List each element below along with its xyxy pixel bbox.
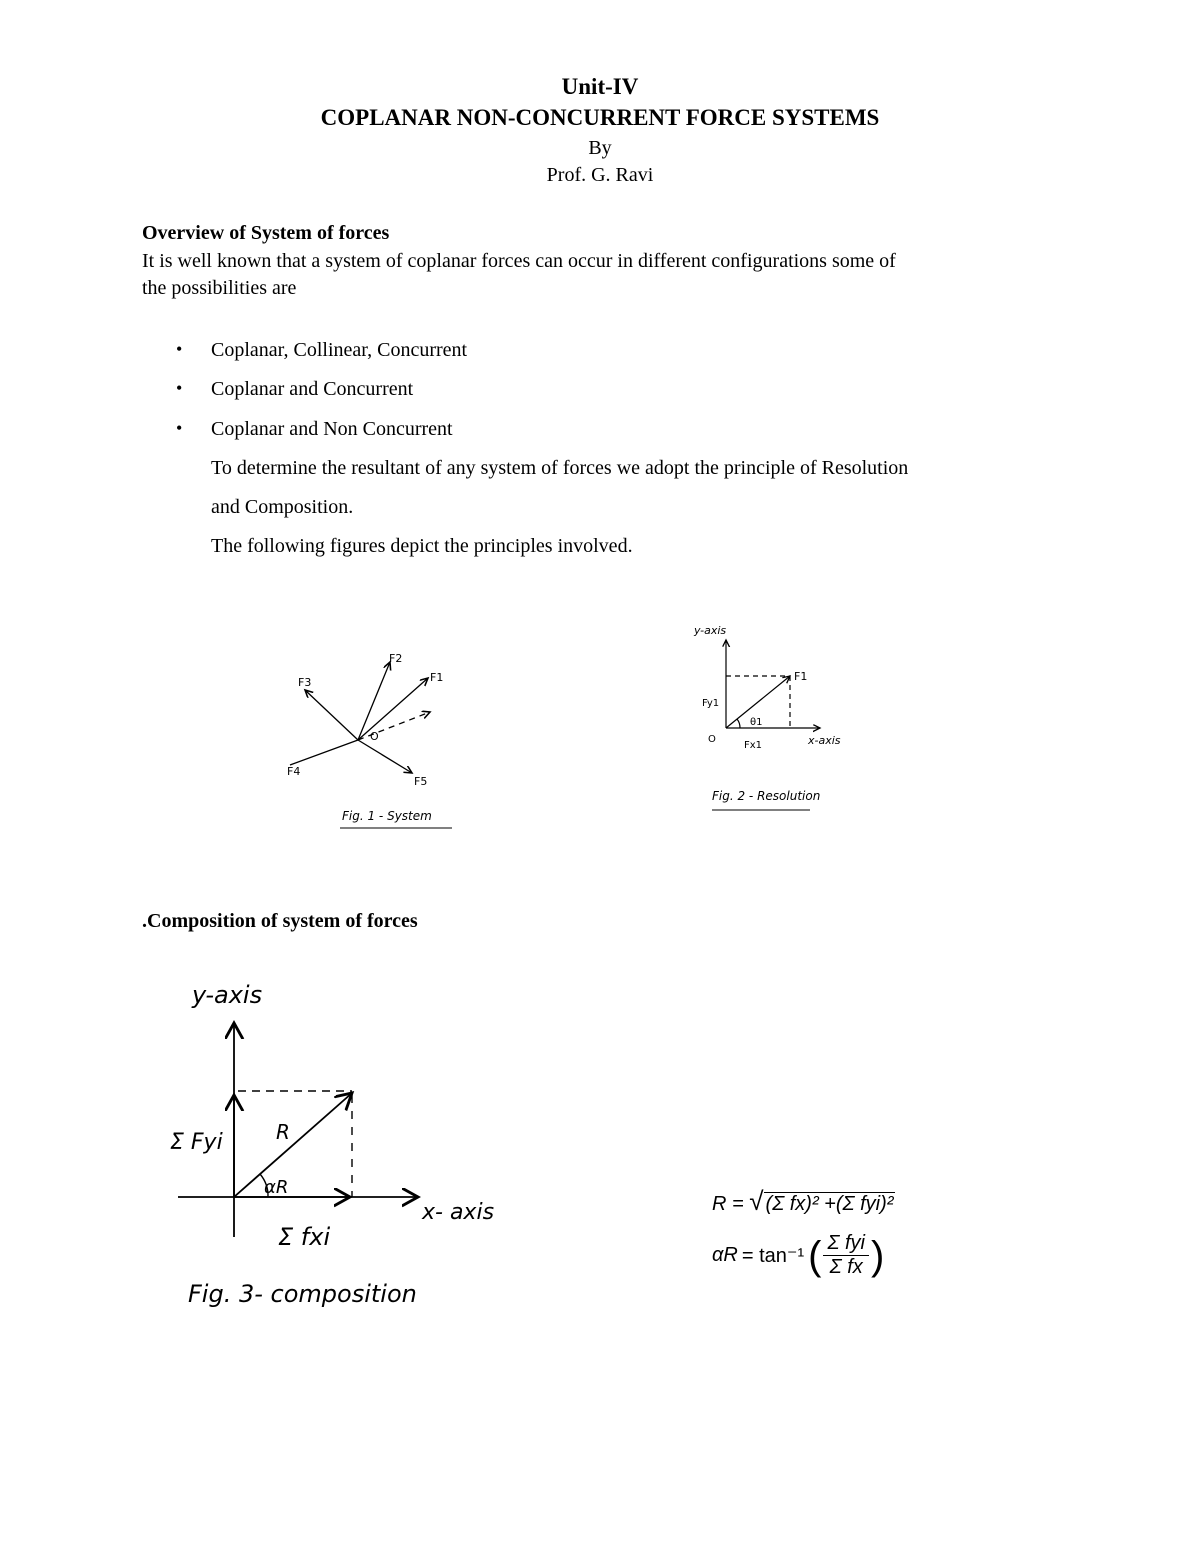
label-f2: F2 [389,652,403,665]
principle-line-2: and Composition. [211,496,354,518]
eq-alpha-eq: = tan⁻¹ [741,1245,805,1267]
eq-fraction [823,1232,869,1279]
figure-resolution [690,618,870,818]
label-theta: θ1 [750,717,763,728]
label-r: R [276,1120,290,1144]
force-arrow-f2 [358,662,390,740]
x-axis-label: x- axis [422,1200,495,1225]
force-arrow-f4 [290,740,358,765]
label-f1: F1 [794,670,808,683]
equation-angle [712,1232,884,1279]
figures-intro: The following figures depict the principles involved. [211,535,633,557]
eq-alpha-lhs: αR [712,1244,738,1266]
overview-line-1: It is well known that a system of coplanar forces can occur in different configurations some of [142,250,896,272]
equation-resultant [712,1186,895,1217]
label-fy: Fy1 [702,698,720,709]
fig1-caption: Fig. 1 - System [342,809,432,823]
label-f4: F4 [287,765,301,778]
label-sum-fx: Σ fxi [278,1223,331,1251]
figure-system [270,640,470,840]
eq-r-rhs: (Σ fx)² +(Σ fyi)² [765,1193,894,1215]
label-fx: Fx1 [744,740,763,751]
label-alpha: αR [264,1177,289,1198]
unit-label: Unit-IV [561,74,639,99]
y-axis-label: y-axis [192,981,263,1009]
bullet-icon: • [176,339,183,359]
label-origin: O [708,734,716,745]
resultant-dashed-arrow [358,712,430,740]
label-f1: F1 [430,671,444,684]
angle-arc [737,719,740,728]
fig3-caption: Fig. 3- composition [188,1280,417,1308]
paren-left-icon: ( [808,1233,822,1278]
force-arrow-f1 [358,678,428,740]
list-item [0,418,1200,448]
bullet-text: Coplanar, Collinear, Concurrent [211,339,468,361]
fig2-caption: Fig. 2 - Resolution [712,789,821,803]
label-f3: F3 [298,676,312,689]
label-f5: F5 [414,775,428,788]
by-label: By [588,137,612,159]
overview-line-2: the possibilities are [142,277,297,299]
author-name: Prof. G. Ravi [546,164,654,186]
bullet-text: Coplanar and Concurrent [211,378,414,400]
force-arrow-f5 [358,740,412,773]
overview-heading: Overview of System of forces [142,222,390,244]
document-title: COPLANAR NON-CONCURRENT FORCE SYSTEMS [320,105,880,130]
resultant-arrow [234,1093,352,1197]
label-sum-fy: Σ Fyi [170,1130,223,1155]
eq-r-lhs: R = [712,1193,744,1215]
eq-denominator: Σ fx [829,1256,863,1278]
list-item [0,339,1200,369]
bullet-text: Coplanar and Non Concurrent [211,418,453,440]
x-axis-label: x-axis [808,734,841,747]
list-item [0,378,1200,408]
bullet-icon: • [176,418,183,438]
y-axis-label: y-axis [694,624,727,637]
principle-line-1: To determine the resultant of any system of forces we adopt the principle of Resolution [211,457,909,479]
bullet-icon: • [176,378,183,398]
paren-right-icon: ) [871,1233,885,1278]
force-arrow-f3 [305,690,358,740]
eq-numerator: Σ fyi [823,1232,869,1256]
composition-heading: .Composition of system of forces [142,910,418,932]
figure-composition [160,975,540,1315]
sqrt-icon: √ [749,1186,764,1216]
label-origin: O [370,730,379,743]
